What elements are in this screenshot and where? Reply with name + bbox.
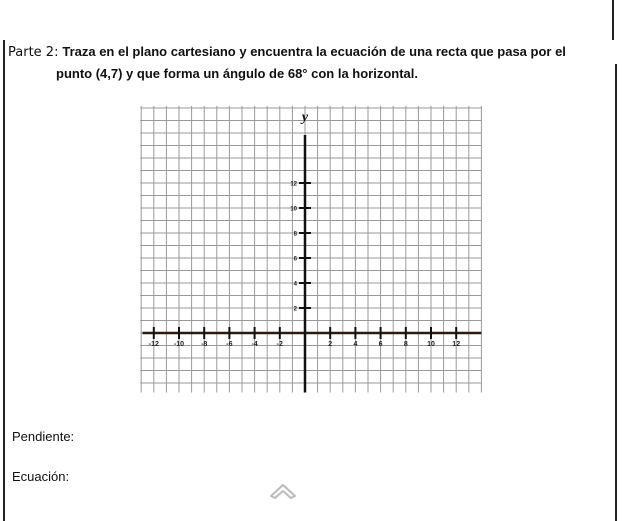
x-tick-label: -12 <box>148 341 159 348</box>
slope-label: Pendiente: <box>12 429 75 444</box>
y-tick-label: 10 <box>290 206 297 213</box>
question-line-2: punto (4,7) y que forma un ángulo de 68° con la horizontal. <box>56 66 419 81</box>
y-tick-label: 8 <box>293 231 297 238</box>
x-tick-label: 10 <box>427 341 435 348</box>
x-tick-label: -10 <box>173 341 185 348</box>
y-tick-label: 12 <box>290 181 297 188</box>
x-tick-label: 12 <box>452 341 461 348</box>
chevron-up-icon[interactable] <box>268 480 298 505</box>
x-tick-label: -8 <box>201 341 208 348</box>
y-tick-label: 2 <box>293 306 297 313</box>
y-axis-label: y <box>301 110 309 125</box>
x-tick-label: -4 <box>251 341 258 348</box>
x-tick-label: -6 <box>226 341 233 348</box>
x-tick-label: 2 <box>328 341 333 348</box>
x-tick-label: 8 <box>403 341 408 348</box>
part-label: Parte 2: <box>8 45 59 60</box>
question-text: Traza en el plano cartesiano y encuentra la ecuación de una recta que pasa por el <box>62 44 566 59</box>
x-tick-label: -2 <box>276 341 283 348</box>
y-tick-label: 4 <box>293 281 297 288</box>
x-tick-label: 6 <box>378 341 383 348</box>
equation-label: Ecuación: <box>12 469 70 484</box>
y-tick-label: 6 <box>293 256 297 263</box>
x-tick-label: 4 <box>353 341 358 348</box>
